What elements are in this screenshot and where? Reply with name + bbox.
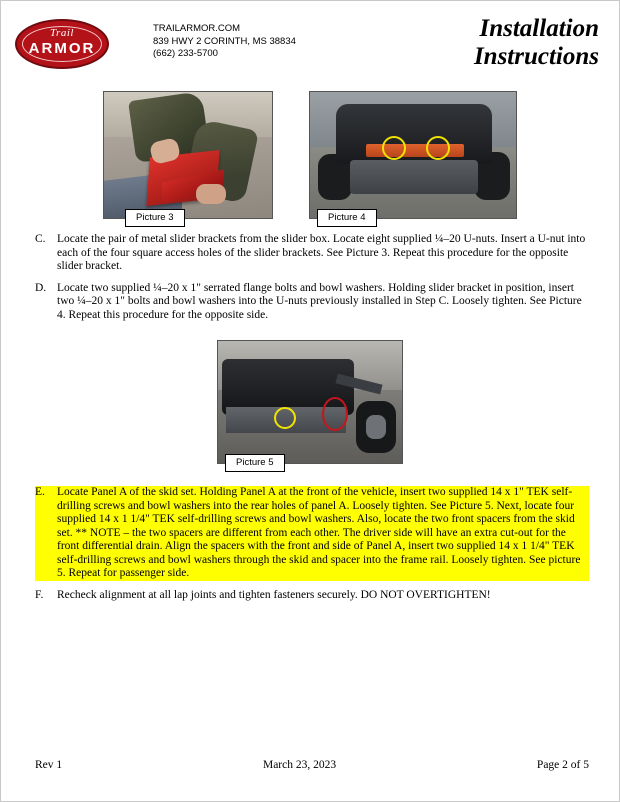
step-item bbox=[35, 282, 589, 323]
company-phone: (662) 233-5700 bbox=[153, 48, 218, 59]
picture-4-caption: Picture 4 bbox=[317, 209, 377, 227]
page-title bbox=[474, 15, 603, 71]
picture-4-wrapper bbox=[309, 91, 517, 223]
photo-row-top bbox=[1, 91, 619, 223]
p5-annotation-circle-red bbox=[322, 397, 348, 431]
step-item-highlighted bbox=[35, 486, 589, 581]
logo-text-bottom: ARMOR bbox=[28, 40, 96, 57]
document-header bbox=[1, 1, 619, 75]
p4-annotation-circle-right bbox=[426, 136, 450, 160]
step-text: Locate the pair of metal slider brackets from the slider box. Locate eight supplied ¼–20 U-nuts. Insert a U-nut into each of the four square access holes of the slider brackets. See Picture 3. Repeat this procedure for the opposite slider bracket. bbox=[57, 233, 586, 272]
step-label: E. bbox=[35, 486, 57, 581]
p4-annotation-circle-left bbox=[382, 136, 406, 160]
step-label: C. bbox=[35, 233, 46, 245]
company-address-block bbox=[153, 23, 296, 61]
footer-page-number: Page 2 of 5 bbox=[536, 759, 589, 771]
step-item bbox=[35, 233, 589, 274]
page-title-line1: Installation bbox=[479, 15, 599, 42]
picture-3-wrapper bbox=[103, 91, 273, 223]
picture-5-image bbox=[217, 340, 403, 464]
step-label: D. bbox=[35, 281, 47, 294]
step-item bbox=[35, 589, 589, 603]
step-text: Locate Panel A of the skid set. Holding Panel A at the front of the vehicle, insert two supplied 14 x 1" TEK self-drilling screws and bowl washers into the rear holes of panel A. Loosely tighten. See Picture 5. Next, locate four supplied 14 x 1 1/4" TEK self-drilling screws and bowl washers. Also, locate the two front spacers from the skid set. ** NOTE – the two spacers are different from each other. The driver side will have an extra cut-out for the front differential drain. Align the spacers with the front and side of Panel A, insert two supplied 14 x 1 1/4" TEK self-drilling screws and bowl washers through the skid and spacer into the frame rail. Loosely tighten. See picture 5. Repeat for passenger side. bbox=[57, 486, 589, 581]
p5-wheel-hub bbox=[366, 415, 386, 439]
photo-row-bottom bbox=[1, 340, 619, 468]
step-label: F. bbox=[35, 588, 44, 601]
document-footer bbox=[35, 759, 589, 771]
logo-text-top: Trail bbox=[50, 27, 74, 39]
p3-hand-lower bbox=[196, 184, 226, 204]
footer-date: March 23, 2023 bbox=[262, 759, 337, 771]
picture-3-caption: Picture 3 bbox=[125, 209, 185, 227]
p5-annotation-circle-yellow bbox=[274, 407, 296, 429]
company-website: TRAILARMOR.COM bbox=[153, 23, 241, 34]
company-address: 839 HWY 2 CORINTH, MS 38834 bbox=[153, 35, 296, 47]
step-text: Locate two supplied ¼–20 x 1" serrated flange bolts and bowl washers. Holding slider bracket in position, insert two ¼–20 x 1" bolts and bowl washers into the U-nuts previously installed in Step C. Loosely tighten. See Picture 4. Repeat this procedure for the opposite side. bbox=[57, 281, 582, 321]
picture-3-image bbox=[103, 91, 273, 219]
steps-section-top bbox=[1, 233, 619, 322]
step-text: Recheck alignment at all lap joints and tighten fasteners securely. DO NOT OVERTIGHTEN! bbox=[57, 588, 491, 601]
p4-skid-plate bbox=[350, 160, 478, 194]
picture-5-caption: Picture 5 bbox=[225, 454, 285, 472]
trail-armor-logo bbox=[15, 15, 111, 73]
footer-revision: Rev 1 bbox=[35, 759, 63, 771]
picture-4-image bbox=[309, 91, 517, 219]
steps-section-bottom bbox=[1, 486, 619, 602]
page-title-line2: Instructions bbox=[473, 43, 599, 70]
picture-5-wrapper bbox=[217, 340, 403, 468]
